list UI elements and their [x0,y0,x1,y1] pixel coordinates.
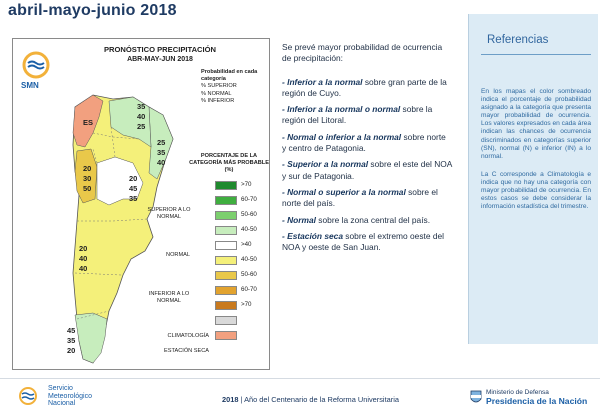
forecast-map-panel [12,38,270,370]
references-paragraph-2: La C corresponde a Climatología e indica que no hay una categoría con mayor probabilidad de ocurrencia. En estos casos se debe considerar la información estadística del trimestre. [481,170,591,211]
forecast-item-region: sobre gran parte de la región de Cuyo. [282,76,447,98]
forecast-item-category: - Estación seca [282,230,343,241]
legend-swatch [215,256,237,265]
probability-heading: Probabilidad en cada categoría [201,69,258,83]
page-title: abril-mayo-junio 2018 [8,2,177,19]
forecast-item-category: - Inferior a la normal o normal [282,104,401,115]
references-body [481,88,591,221]
footer-org-line-2: Meteorológico [48,392,92,400]
legend-row [189,208,269,223]
footer-ministry: Ministerio de Defensa [486,389,549,396]
legend-label: >40 [241,241,252,248]
region-noa-superior: 35 [137,102,146,111]
region-sur-superior: 45 [67,326,76,335]
footer-presidency: Presidencia de la Nación [486,396,588,406]
legend-category-climatologia: CLIMATOLOGÍA [167,333,209,339]
footer-org-line-1: Servicio [48,385,73,392]
region-noa-normal: 40 [137,112,146,121]
footer-org-line-3: Nacional [48,400,76,408]
legend-row [189,178,269,193]
legend-swatch [215,241,237,250]
region-sur-normal: 35 [67,336,76,345]
map-legend [189,153,269,343]
legend-label: 40-50 [241,256,257,263]
legend-label: 50-60 [241,271,257,278]
legend-label: 40-50 [241,226,257,233]
footer-year: 2018 [222,395,239,404]
forecast-item-region: sobre la región del Litoral. [282,104,433,126]
probability-inferior: % INFERIOR [201,97,235,104]
footer-motto [222,395,399,404]
legend-category-estacion-seca: ESTACIÓN SECA [164,348,209,354]
region-norpat-normal: 40 [79,254,88,263]
legend-swatch [215,301,237,310]
region-sur-inferior: 20 [67,346,76,355]
legend-label: 60-70 [241,286,257,293]
forecast-intro: Se prevé mayor probabilidad de ocurrencia de precipitación: [282,42,443,64]
forecast-item-region: sobre norte y centro de Patagonia. [282,131,446,154]
legend-swatch [215,331,237,340]
legend-label: 50-60 [241,211,257,218]
forecast-item [282,215,452,226]
map-subtitle: ABR-MAY-JUN 2018 [127,56,193,63]
region-norpat-inferior: 40 [79,264,88,273]
legend-row [189,283,269,298]
footer-motto-text: | Año del Centenario de la Reforma Universitaria [238,395,399,404]
forecast-item-category: - Normal o superior a la normal [282,186,406,197]
argentina-map [53,87,189,369]
region-noa-inferior: 25 [137,122,146,131]
references-divider [481,54,591,55]
forecast-item-category: - Normal [282,214,316,225]
region-ne-superior: 25 [157,138,166,147]
references-paragraph-1: En los mapas el color sombreado indica el porcentaje de probabilidad asignado a la categoría que presenta mayor probabilidad de ocurrencia. Los valores expresados en cada área indican las chances de ocurrencia discriminados en categorías superior (SN), normal (N) e inferior (IN) a lo normal. [481,88,591,160]
forecast-item [282,159,452,182]
legend-label: >70 [241,181,252,188]
forecast-text [282,42,452,258]
region-ne-inferior: 40 [157,158,166,167]
legend-title: PORCENTAJE DE LA CATEGORÍA MÁS PROBABLE (%) [189,153,269,173]
legend-row [189,313,269,328]
probability-key [201,69,269,105]
forecast-item [282,104,452,127]
smn-logo-icon [19,51,57,81]
region-norpat-superior: 20 [79,244,88,253]
forecast-item-region: sobre la zona central del país. [315,214,431,225]
map-title-main: PRONÓSTICO PRECIPITACIÓN [103,45,217,54]
legend-swatch [215,286,237,295]
forecast-item-category: - Normal o inferior a la normal [282,131,402,142]
region-centro-superior: 20 [129,174,138,183]
footer-government [486,388,587,406]
references-title: Referencias [487,34,549,46]
legend-swatch [215,181,237,190]
legend-category-inferior: INFERIOR A LO NORMAL [148,291,190,304]
legend-swatch [215,226,237,235]
region-centro-inferior: 35 [129,194,138,203]
legend-category-normal: NORMAL [166,252,190,258]
legend-swatch [215,196,237,205]
legend-row [189,253,269,268]
probability-normal: % NORMAL [201,90,232,97]
forecast-item-category: - Superior a la normal [282,159,369,170]
region-cuyo-inferior: 50 [83,184,92,193]
legend-row [189,223,269,238]
legend-swatch [215,316,237,325]
forecast-item [282,132,452,155]
smn-logo [19,51,57,95]
legend-row [189,298,269,313]
region-cuyo-superior: 20 [83,164,92,173]
legend-swatch [215,271,237,280]
legend-row [189,268,269,283]
legend-swatch [215,211,237,220]
legend-row [189,238,269,253]
legend-label: >70 [241,301,252,308]
references-panel [468,14,598,344]
region-cuyo-normal: 30 [83,174,92,183]
map-title [75,45,245,65]
region-es-label: ES [83,118,94,127]
forecast-item-region: sobre el este del NOA y sur de Patagonia. [282,159,452,181]
national-shield-icon [470,390,482,406]
forecast-item-region: sobre el extremo oeste del NOA y oeste de San Juan. [282,230,445,253]
legend-row [189,193,269,208]
legend-category-superior: SUPERIOR A LO NORMAL [147,207,191,220]
map-south-region [75,313,107,363]
forecast-item-category: - Inferior a la normal [282,76,363,87]
forecast-item [282,77,452,100]
forecast-item [282,187,452,210]
region-ne-normal: 35 [157,148,166,157]
probability-superior: % SUPERIOR [201,83,237,90]
smn-logo-text: SMN [21,81,39,90]
region-centro-normal: 45 [129,184,138,193]
legend-label: 60-70 [241,196,257,203]
forecast-item [282,231,452,254]
forecast-item-region: sobre el norte del país. [282,186,438,209]
footer-organization [48,385,92,408]
smn-footer-logo-icon [16,386,42,406]
footer-divider [0,378,600,379]
